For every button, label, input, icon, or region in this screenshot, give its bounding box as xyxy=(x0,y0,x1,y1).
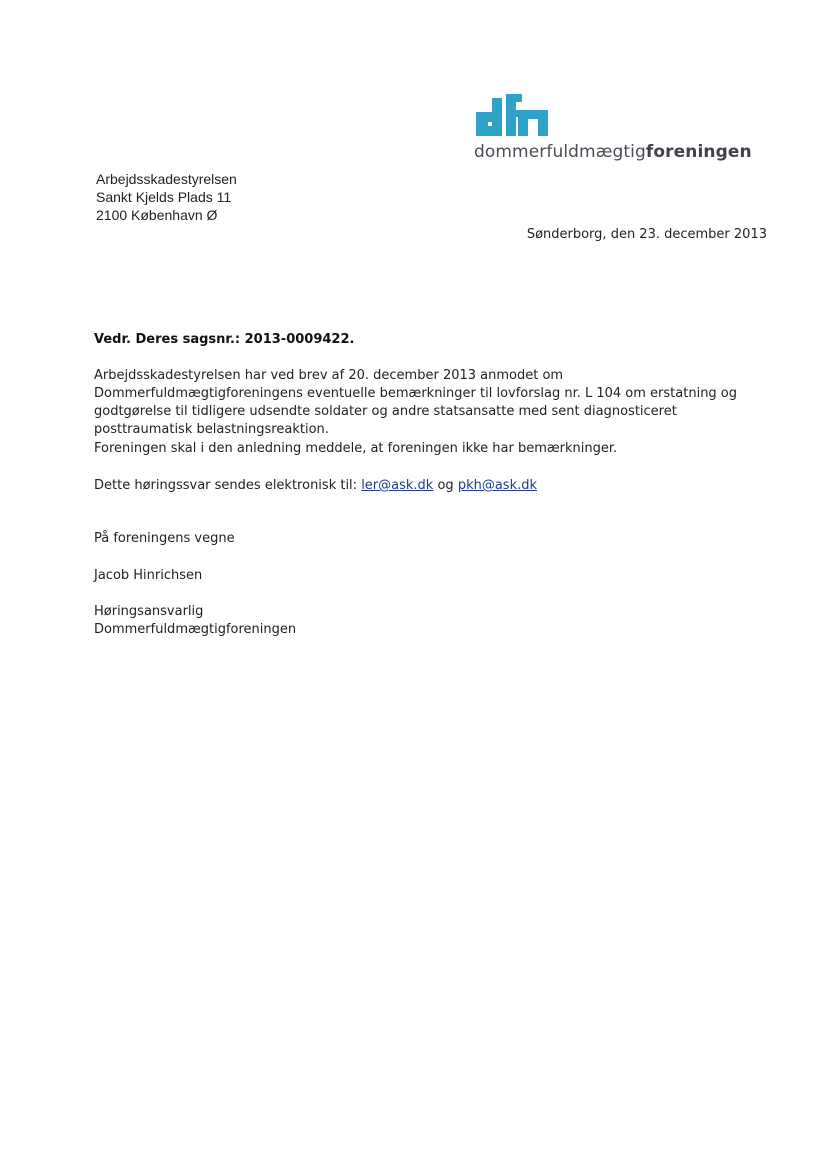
body-paragraph-1: Arbejdsskadestyrelsen har ved brev af 20. december 2013 anmodet om Dommerfuldmægtigforeningens eventuelle bemærkninger til lovforslag nr. L 104 om erstatning og godtgørelse til tidligere udsendte soldater og andre statsansatte med sent diagnosticeret posttraumatisk belastningsreaktion. xyxy=(94,368,738,437)
logo-wordmark xyxy=(474,142,752,162)
date-line: Sønderborg, den 23. december 2013 xyxy=(526,227,767,242)
signature-title: Høringsansvarlig xyxy=(94,604,204,619)
signature-on-behalf: På foreningens vegne xyxy=(94,531,235,546)
recipient-line-3: 2100 København Ø xyxy=(96,207,218,223)
dfn-logo-mark-icon xyxy=(474,92,550,138)
logo-wordmark-regular: dommerfuldmægtig xyxy=(474,142,646,162)
organization-logo xyxy=(474,92,764,168)
body-paragraph-3 xyxy=(94,477,774,495)
body-paragraph-2: Foreningen skal i den anledning meddele, at foreningen ikke har bemærkninger. xyxy=(94,441,618,456)
paragraph-3-prefix: Dette høringssvar sendes elektronisk til: xyxy=(94,478,362,493)
recipient-line-2: Sankt Kjelds Plads 11 xyxy=(96,189,232,205)
signature-name: Jacob Hinrichsen xyxy=(94,568,203,583)
email-link-ler[interactable]: ler@ask.dk xyxy=(361,478,434,493)
recipient-address xyxy=(96,170,237,224)
logo-wordmark-bold: foreningen xyxy=(645,142,752,162)
signature-organization: Dommerfuldmægtigforeningen xyxy=(94,622,297,637)
subject-line: Vedr. Deres sagsnr.: 2013-0009422. xyxy=(94,332,355,347)
recipient-line-1: Arbejdsskadestyrelsen xyxy=(96,171,237,187)
email-connector: og xyxy=(433,478,458,493)
email-link-pkh[interactable]: pkh@ask.dk xyxy=(457,478,538,493)
